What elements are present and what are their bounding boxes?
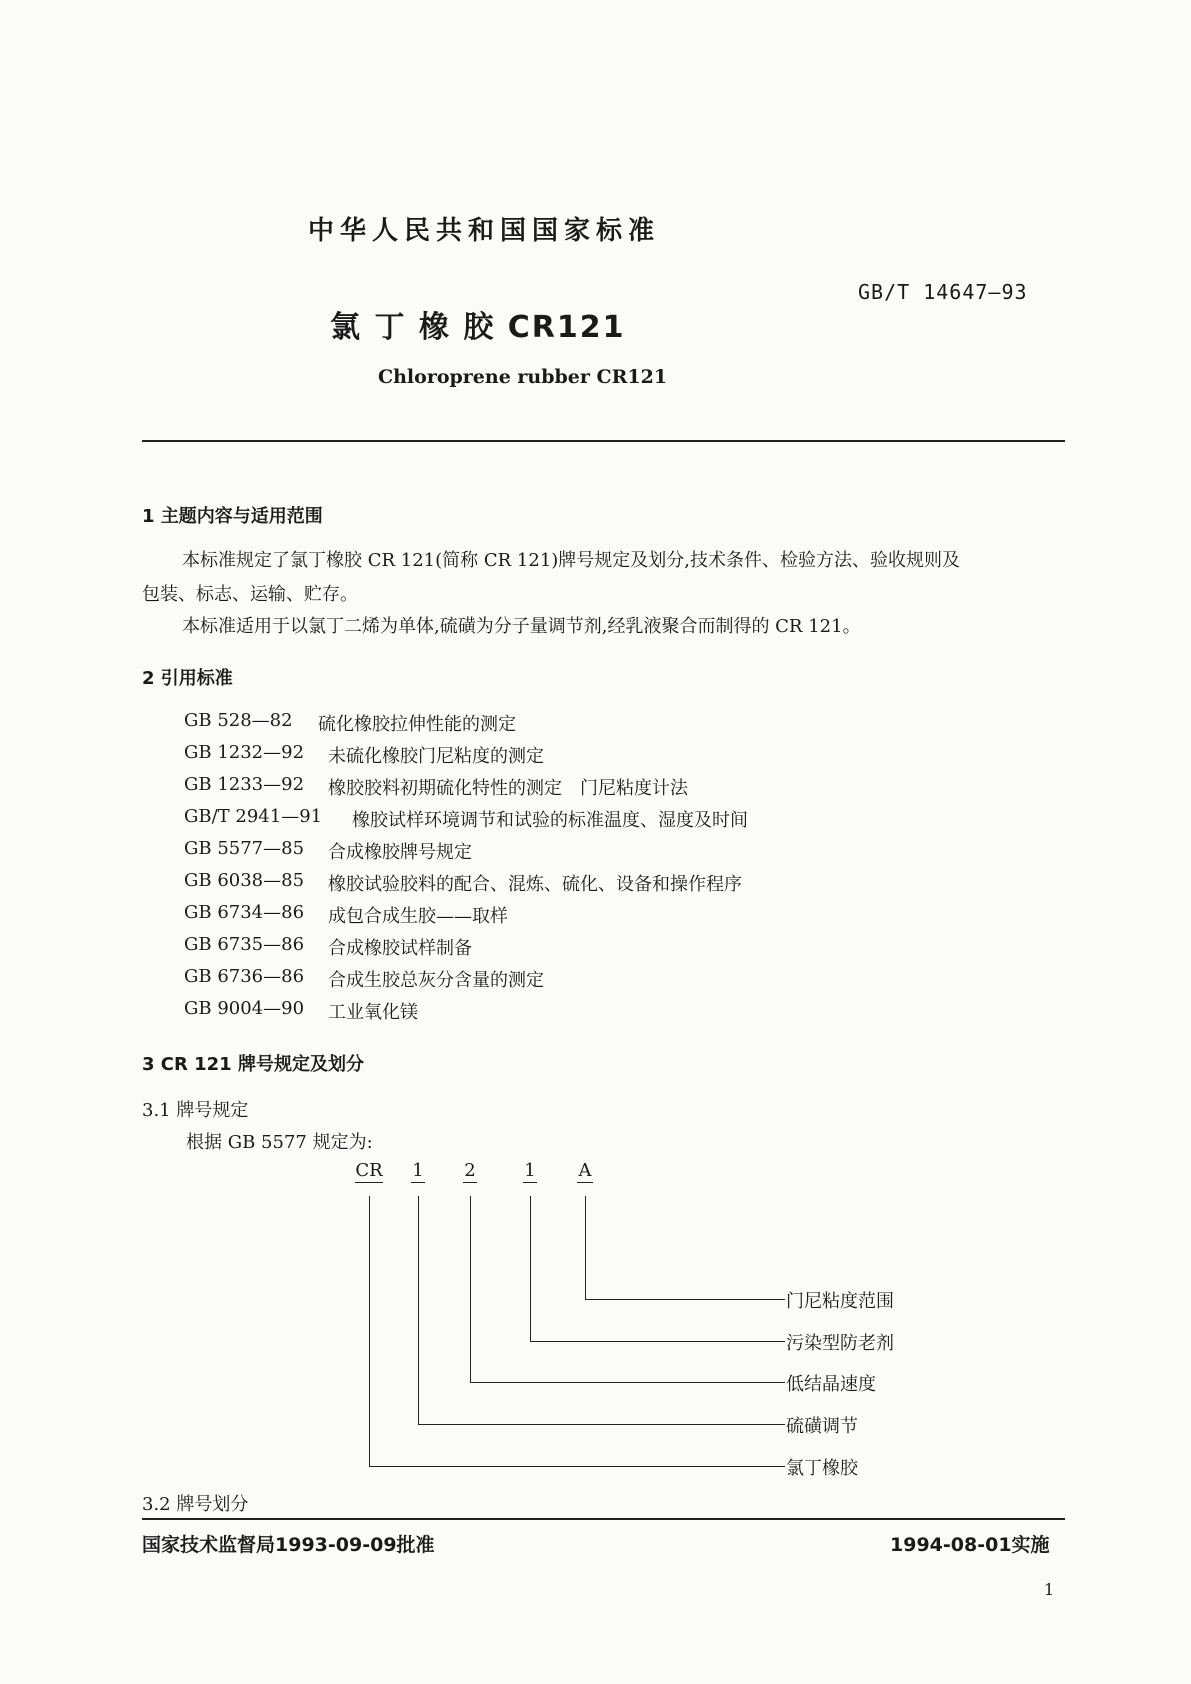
reference-title: 合成橡胶牌号规定 xyxy=(328,842,472,863)
code-part-cr: CR xyxy=(355,1160,383,1181)
connector-line xyxy=(418,1196,419,1424)
reference-title: 橡胶胶料初期硫化特性的测定 门尼粘度计法 xyxy=(328,778,688,799)
reference-title: 硫化橡胶拉伸性能的测定 xyxy=(318,714,516,735)
reference-title: 橡胶试样环境调节和试验的标准温度、湿度及时间 xyxy=(352,810,748,831)
reference-code: GB 6038—85 xyxy=(184,870,305,891)
section-3-2-heading: 3.2 牌号划分 xyxy=(142,1494,249,1515)
code-label-antioxidant: 污染型防老剂 xyxy=(786,1333,894,1354)
reference-title: 合成橡胶试样制备 xyxy=(328,938,472,959)
reference-code: GB/T 2941—91 xyxy=(184,806,323,827)
section-1-para2: 本标准适用于以氯丁二烯为单体,硫磺为分子量调节剂,经乳液聚合而制得的 CR 121。 xyxy=(182,616,861,637)
document-title-en: Chloroprene rubber CR121 xyxy=(378,366,668,388)
connector-line xyxy=(369,1196,370,1466)
section-1-para1-line1: 本标准规定了氯丁橡胶 CR 121(简称 CR 121)牌号规定及划分,技术条件、检验方法、验收规则及 xyxy=(182,550,961,571)
connector-line xyxy=(585,1196,586,1299)
connector-line xyxy=(470,1382,785,1383)
code-part-a: A xyxy=(578,1160,592,1181)
code-label-mooney: 门尼粘度范围 xyxy=(786,1291,894,1312)
approval-text: 国家技术监督局1993-09-09批准 xyxy=(142,1534,435,1556)
reference-title: 橡胶试验胶料的配合、混炼、硫化、设备和操作程序 xyxy=(328,874,742,895)
section-1-heading: 1 主题内容与适用范围 xyxy=(142,506,323,527)
connector-line xyxy=(530,1196,531,1341)
section-3-heading: 3 CR 121 牌号规定及划分 xyxy=(142,1054,364,1075)
section-2-heading: 2 引用标准 xyxy=(142,668,233,689)
reference-code: GB 5577—85 xyxy=(184,838,305,859)
reference-code: GB 1233—92 xyxy=(184,774,305,795)
code-label-chloroprene: 氯丁橡胶 xyxy=(786,1458,858,1479)
reference-title: 工业氧化镁 xyxy=(328,1002,418,1023)
reference-code: GB 1232—92 xyxy=(184,742,305,763)
reference-title: 未硫化橡胶门尼粘度的测定 xyxy=(328,746,544,767)
page-number: 1 xyxy=(1044,1580,1055,1599)
connector-line xyxy=(470,1196,471,1382)
section-3-1-text: 根据 GB 5577 规定为: xyxy=(186,1132,373,1153)
code-part-1b: 1 xyxy=(524,1160,536,1181)
national-standard-title: 中华人民共和国国家标准 xyxy=(308,216,661,246)
reference-title: 合成生胶总灰分含量的测定 xyxy=(328,970,544,991)
standard-number: GB/T 14647—93 xyxy=(858,280,1028,304)
reference-code: GB 9004—90 xyxy=(184,998,305,1019)
header-divider xyxy=(142,440,1065,442)
code-part-1: 1 xyxy=(412,1160,424,1181)
reference-code: GB 6735—86 xyxy=(184,934,305,955)
connector-line xyxy=(585,1299,785,1300)
reference-code: GB 6734—86 xyxy=(184,902,305,923)
connector-line xyxy=(418,1424,785,1425)
section-3-1-heading: 3.1 牌号规定 xyxy=(142,1100,249,1121)
reference-code: GB 6736—86 xyxy=(184,966,305,987)
code-label-crystallization: 低结晶速度 xyxy=(786,1374,876,1395)
implementation-text: 1994-08-01实施 xyxy=(890,1534,1050,1556)
connector-line xyxy=(369,1466,785,1467)
section-1-para1-line2: 包装、标志、运输、贮存。 xyxy=(142,584,358,605)
reference-code: GB 528—82 xyxy=(184,710,293,731)
reference-title: 成包合成生胶——取样 xyxy=(328,906,508,927)
connector-line xyxy=(530,1341,785,1342)
code-part-2: 2 xyxy=(464,1160,476,1181)
code-label-sulfur: 硫磺调节 xyxy=(786,1416,858,1437)
document-title-cn: 氯 丁 橡 胶 CR121 xyxy=(330,310,626,345)
footer-divider xyxy=(142,1518,1065,1520)
